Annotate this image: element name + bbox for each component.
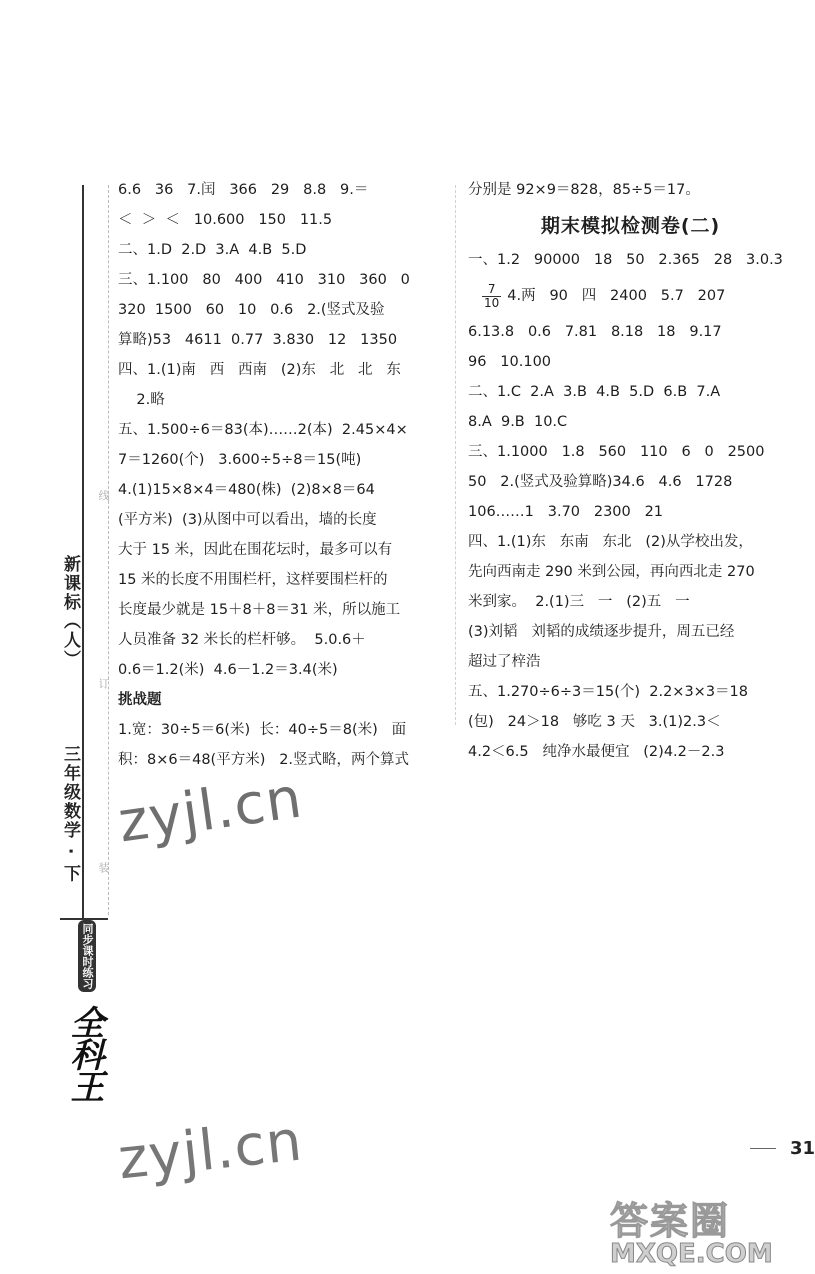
watermark-text: zyjl.cn [115, 1108, 306, 1193]
answer-line: 三、1.1000 1.8 560 110 6 0 2500 [468, 444, 765, 460]
stamp-url: MXQE.COM [610, 1239, 773, 1269]
page-number-rule [750, 1148, 776, 1149]
answer-line: 8.A 9.B 10.C [468, 414, 568, 430]
answer-line: 长度最少就是 15＋8＋8＝31 米，所以施工 [118, 602, 401, 618]
answer-line: 四、1.(1)东 东南 东北 (2)从学校出发， [468, 534, 753, 550]
answer-line-with-fraction [468, 275, 793, 317]
answer-line: 先向西南走 290 米到公园，再向西北走 270 [468, 564, 755, 580]
fraction-numerator: 7 [482, 283, 501, 297]
answer-line: 6.6 36 7.闰 366 29 8.8 9.＝ [118, 182, 369, 198]
answer-line: 1.宽：30÷5＝6(米) 长：40÷5＝8(米) 面 [118, 722, 407, 738]
left-answer-column [118, 175, 448, 775]
answer-line: 算略)53 4611 0.77 3.830 12 1350 [118, 332, 398, 348]
fraction-denominator: 10 [484, 295, 500, 310]
answer-line: 二、1.C 2.A 3.B 4.B 5.D 6.B 7.A [468, 384, 721, 400]
answer-line: 7＝1260(个) 3.600÷5÷8＝15(吨) [118, 452, 362, 468]
answer-line: 五、1.500÷6＝83(本)……2(本) 2.45×4× [118, 422, 408, 438]
answer-line: 0.6＝1.2(米) 4.6－1.2＝3.4(米) [118, 662, 338, 678]
answer-line: 分别是 92×9＝828，85÷5＝17。 [468, 182, 700, 198]
answer-line: (包) 24＞18 够吃 3 天 3.(1)2.3＜ [468, 714, 721, 730]
site-stamp [610, 1190, 790, 1270]
cut-mark-zhuang: 装 [97, 862, 110, 873]
answer-text: 4.两 90 四 2400 5.7 207 [507, 288, 726, 304]
answer-line: 人员准备 32 米长的栏杆够。 5.0.6＋ [118, 632, 366, 648]
answer-line: (3)刘韬 刘韬的成绩逐步提升，周五已经 [468, 624, 735, 640]
answer-line: 五、1.270÷6÷3＝15(个) 2.2×3×3＝18 [468, 684, 749, 700]
watermark-text: zyjl.cn [114, 765, 307, 856]
logo-subtitle: 同步课时练习 [78, 920, 96, 992]
answer-line: 320 1500 60 10 0.6 2.(竖式及验 [118, 302, 385, 318]
answer-line: 96 10.100 [468, 354, 552, 370]
answer-line: 2.略 [118, 392, 165, 408]
fraction [482, 283, 501, 310]
stamp-title: 答案圈 [610, 1199, 731, 1243]
subject-label: 三年级数学 · 下 [60, 745, 80, 884]
answer-line: 大于 15 米，因此在围花坛时，最多可以有 [118, 542, 393, 558]
answer-line: 二、1.D 2.D 3.A 4.B 5.D [118, 242, 307, 258]
logo-title: 全科王 [64, 1005, 104, 1101]
answer-line: 三、1.100 80 400 410 310 360 0 [118, 272, 410, 288]
answer-line: 积：8×6＝48(平方米) 2.竖式略，两个算式 [118, 752, 410, 768]
answer-line: ＜ ＞ ＜ 10.600 150 11.5 [118, 212, 333, 228]
cut-mark-ding: 订 [97, 678, 110, 689]
brand-logo [58, 915, 106, 1130]
binding-cut-line [108, 185, 109, 915]
challenge-heading: 挑战题 [118, 692, 162, 708]
right-answer-column [468, 175, 793, 767]
spine-rule [82, 185, 84, 920]
column-divider [455, 185, 456, 725]
answer-line: 一、1.2 90000 18 50 2.365 28 3.0.3 [468, 252, 783, 268]
answer-line: 6.13.8 0.6 7.81 8.18 18 9.17 [468, 324, 722, 340]
exam-heading: 期末模拟检测卷(二) [540, 215, 721, 237]
answer-line: 4.(1)15×8×4＝480(株) (2)8×8＝64 [118, 482, 375, 498]
page-number: 31 [790, 1138, 815, 1159]
cut-mark-xian: 线 [97, 490, 110, 501]
answer-line: 50 2.(竖式及验算略)34.6 4.6 1728 [468, 474, 733, 490]
answer-line: 4.2＜6.5 纯净水最便宜 (2)4.2－2.3 [468, 744, 725, 760]
answer-line: 米到家。 2.(1)三 一 (2)五 一 [468, 594, 690, 610]
curriculum-label: 新课标（人） [60, 555, 80, 669]
answer-line: 15 米的长度不用围栏杆，这样要围栏杆的 [118, 572, 388, 588]
answer-line: 106……1 3.70 2300 21 [468, 504, 664, 520]
answer-line: (平方米) (3)从图中可以看出，墙的长度 [118, 512, 377, 528]
answer-line: 四、1.(1)南 西 西南 (2)东 北 北 东 [118, 362, 401, 378]
answer-line: 超过了梓浩 [468, 654, 541, 670]
